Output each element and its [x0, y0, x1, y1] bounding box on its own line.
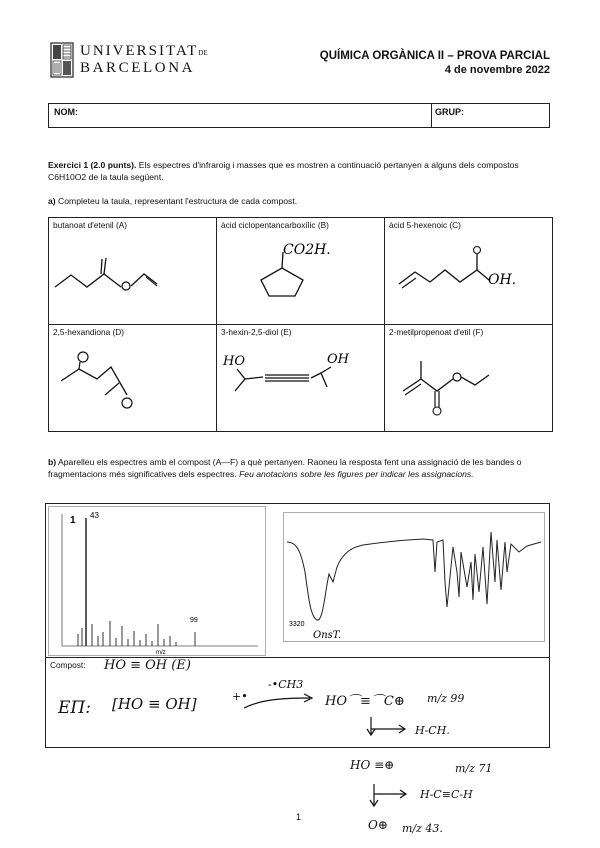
- rearrangement-arrow-icon: [365, 715, 415, 743]
- name-label: NOM:: [54, 107, 78, 117]
- structure-d-drawing: [49, 339, 216, 431]
- compost-answer: HO ≡ OH (E): [104, 658, 191, 673]
- compound-label-b: àcid ciclopentancarboxílic (B): [221, 220, 329, 230]
- compound-cell-e[interactable]: [217, 325, 385, 432]
- structure-e-drawing: [217, 339, 384, 431]
- ir-spectrum: [283, 512, 545, 642]
- exam-date: 4 de novembre 2022: [444, 64, 550, 76]
- part-a-instruction: a) Completeu la taula, representant l'estructura de cada compost.: [48, 196, 298, 206]
- compound-label-a: butanoat d'etenil (A): [53, 220, 127, 230]
- ei-radical-cation: +•: [232, 690, 248, 703]
- e-right-oh: OH: [327, 352, 349, 367]
- fragment-ion-99: HO⌒≡⌒C⊕: [325, 694, 405, 709]
- methyl-loss-label: -•CH3: [268, 678, 304, 691]
- exercise-title: Exercici 1 (2.0 punts).: [48, 160, 137, 170]
- structure-c-drawing: [385, 232, 552, 324]
- ms-spectrum-number: 1: [70, 515, 76, 526]
- compound-cell-f[interactable]: [385, 325, 553, 432]
- compound-label-f: 2-metilpropenoat d'etil (F): [389, 327, 484, 337]
- compound-cell-b[interactable]: [217, 218, 385, 325]
- c-acid-group: OH.: [488, 272, 517, 288]
- ms-x-axis-label: m/z: [156, 650, 166, 656]
- compound-label-d: 2,5-hexandiona (D): [53, 327, 125, 337]
- fragment-71-mz: m/z 71: [455, 762, 493, 775]
- fragment-99-mz: m/z 99: [427, 692, 465, 705]
- acetylene-loss-arrow-icon: [368, 782, 418, 812]
- fragment-ion-43: O⊕: [368, 818, 388, 832]
- compound-label-e: 3-hexin-2,5-diol (E): [221, 327, 292, 337]
- group-label: GRUP:: [435, 107, 464, 117]
- part-b-instruction: b) Aparelleu els espectres amb el compost (A—F) a què pertanyen. Raoneu la resposta fent una assignació de les bandes o fragmentacions més significatives dels espectres. Feu anotacions sobre les figures per indicar les assignacions.: [48, 457, 522, 479]
- ir-handwritten-note: OnsT.: [313, 630, 342, 641]
- structure-f-drawing: [385, 339, 552, 431]
- structure-b-drawing: [217, 232, 384, 324]
- exercise-statement: Exercici 1 (2.0 punts). Els espectres d'infraroig i masses que es mostren a continuació pertanyen a alguns dels compostos C6H10O2 de la taula següent.: [48, 160, 519, 182]
- ei-label: EΠ:: [58, 698, 91, 718]
- structure-a-drawing: [49, 232, 216, 324]
- name-group-box[interactable]: [48, 103, 550, 128]
- university-city: BARCELONA: [80, 60, 196, 76]
- compound-cell-d[interactable]: [49, 325, 217, 432]
- mass-spectrum: [48, 506, 266, 656]
- ir-band-label: 3320: [289, 621, 305, 628]
- university-crest-icon: [50, 42, 74, 78]
- compound-cell-a[interactable]: [49, 218, 217, 325]
- ms-peak-99-label: 99: [190, 617, 198, 624]
- e-left-oh: HO: [223, 354, 245, 369]
- compound-cell-c[interactable]: [385, 218, 553, 325]
- compound-label-c: àcid 5-hexenoic (C): [389, 220, 461, 230]
- fragmentation-arrow-icon: [240, 690, 320, 715]
- ms-peak-43-label: 43: [90, 511, 99, 520]
- compost-label: Compost:: [50, 660, 86, 670]
- exam-title: QUÍMICA ORGÀNICA II – PROVA PARCIAL: [319, 50, 550, 62]
- compound-table: [48, 217, 553, 432]
- fragment-43-mz: m/z 43.: [402, 822, 443, 835]
- b-acid-group: CO2H.: [283, 242, 331, 258]
- page-number: 1: [296, 812, 302, 822]
- fragment-ion-71: HO ≡⊕: [350, 758, 395, 772]
- ei-molecular-ion: [HO ≡ OH]: [112, 695, 197, 713]
- fragment-99-neutral: H-CH.: [415, 724, 450, 737]
- fragment-71-neutral: H-C≡C-H: [420, 788, 473, 801]
- university-name: UNIVERSITATDE: [80, 43, 208, 59]
